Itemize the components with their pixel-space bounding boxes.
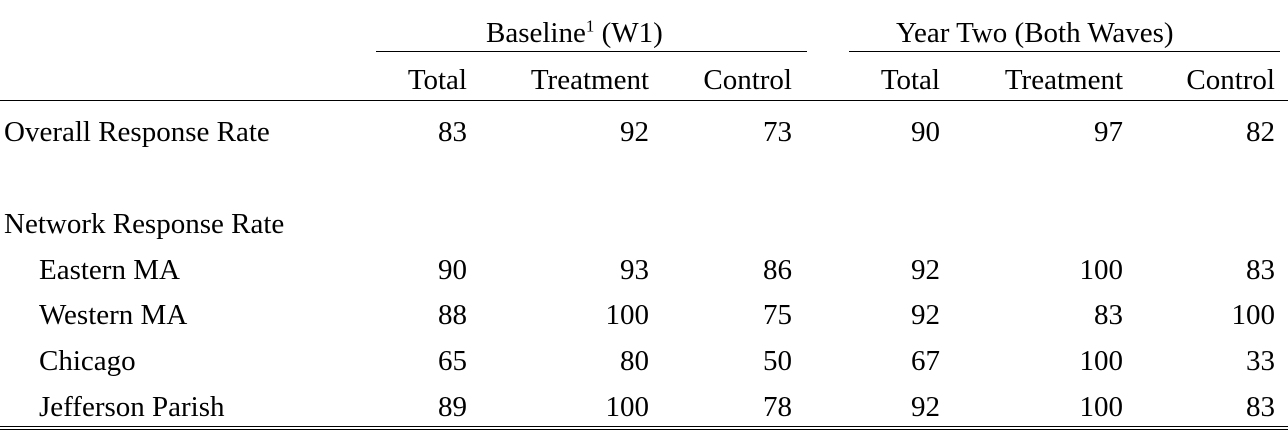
- table-cell: 73: [763, 116, 792, 148]
- column-header: Total: [407, 64, 467, 96]
- table-cell: 92: [911, 254, 940, 286]
- row-label: Chicago: [39, 345, 136, 377]
- table-cell: 89: [438, 391, 467, 423]
- table-cell: 80: [620, 345, 649, 377]
- table-bottom-rule: [0, 426, 1288, 427]
- table-bottom-rule-second: [0, 429, 1288, 430]
- column-header: Treatment: [530, 64, 649, 96]
- table-cell: 83: [1246, 391, 1275, 423]
- column-header: Treatment: [1004, 64, 1123, 96]
- table-cell: 97: [1094, 116, 1123, 148]
- group-header-baseline-suffix: (W1): [594, 17, 663, 49]
- column-header: Control: [703, 64, 792, 96]
- table-cell: 83: [1246, 254, 1275, 286]
- group-header-baseline-label: Baseline: [486, 17, 586, 49]
- table-cell: 100: [1079, 345, 1123, 377]
- group-header-baseline: [486, 16, 663, 50]
- section-label-network: Network Response Rate: [4, 208, 285, 240]
- footnote-marker: 1: [585, 16, 595, 36]
- table-cell: 65: [438, 345, 467, 377]
- table-cell: 83: [438, 116, 467, 148]
- row-label: Jefferson Parish: [39, 391, 225, 423]
- group-rule-year-two: [849, 51, 1280, 52]
- table-cell: 82: [1246, 116, 1275, 148]
- row-label: Eastern MA: [39, 254, 180, 286]
- table-cell: 92: [911, 299, 940, 331]
- table-cell: 88: [438, 299, 467, 331]
- table-cell: 75: [763, 299, 792, 331]
- column-header: Total: [880, 64, 940, 96]
- row-label: Western MA: [39, 299, 188, 331]
- table-cell: 90: [911, 116, 940, 148]
- table-cell: 92: [620, 116, 649, 148]
- table-cell: 33: [1246, 345, 1275, 377]
- row-label-overall: Overall Response Rate: [4, 116, 270, 148]
- header-rule: [0, 100, 1288, 101]
- table-cell: 100: [1079, 391, 1123, 423]
- table-cell: 100: [1231, 299, 1275, 331]
- table-cell: 90: [438, 254, 467, 286]
- table-cell: 67: [911, 345, 940, 377]
- table-cell: 86: [763, 254, 792, 286]
- table-cell: 100: [605, 299, 649, 331]
- column-header: Control: [1186, 64, 1275, 96]
- table-cell: 93: [620, 254, 649, 286]
- table-cell: 92: [911, 391, 940, 423]
- group-header-year-two: Year Two (Both Waves): [896, 17, 1174, 49]
- table-cell: 78: [763, 391, 792, 423]
- table-cell: 100: [1079, 254, 1123, 286]
- table-cell: 100: [605, 391, 649, 423]
- table-cell: 50: [763, 345, 792, 377]
- table-cell: 83: [1094, 299, 1123, 331]
- group-rule-baseline: [376, 51, 807, 52]
